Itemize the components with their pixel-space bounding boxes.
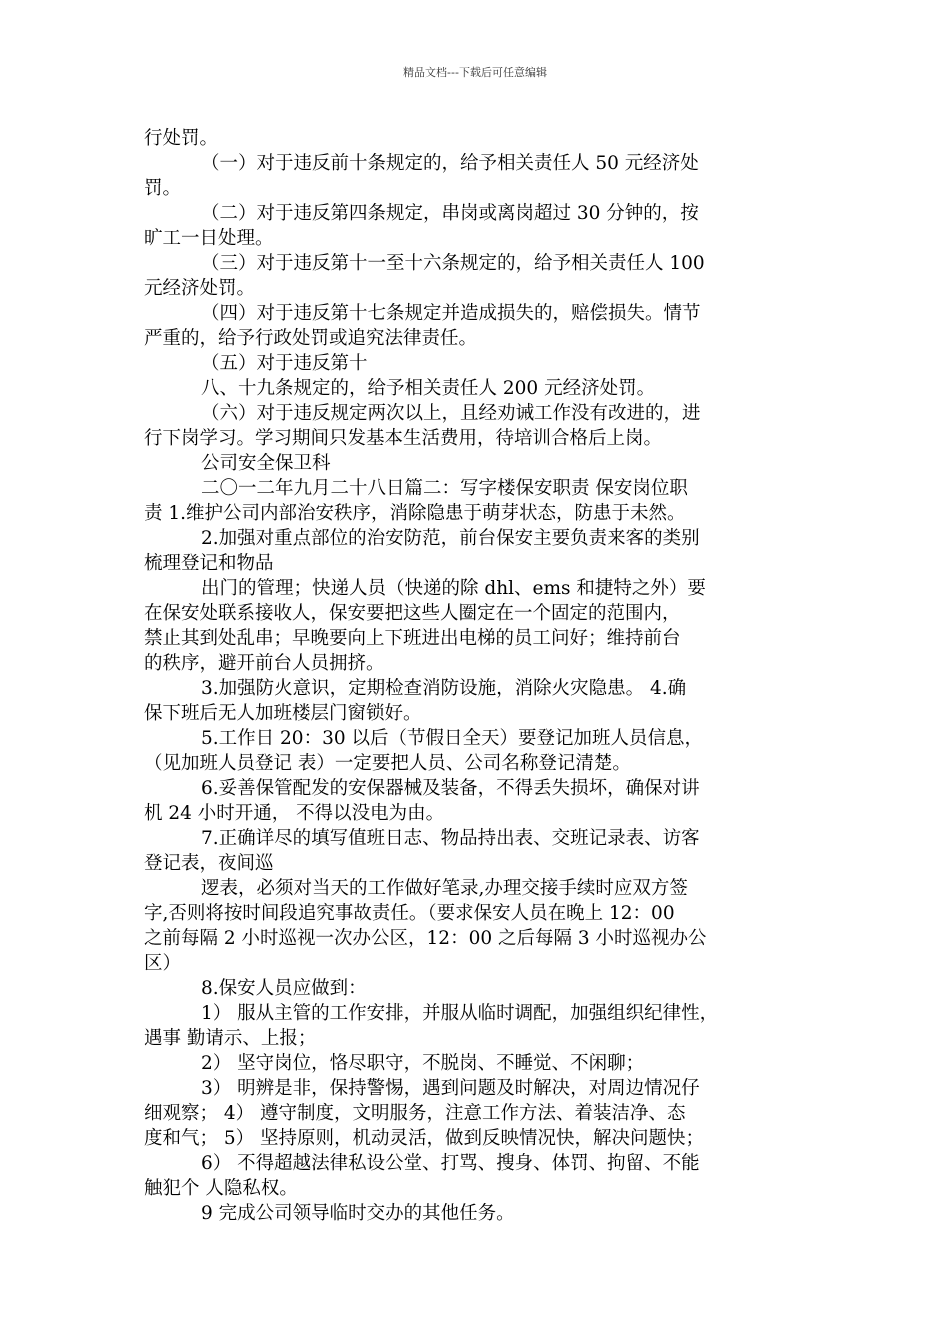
text-line: 严重的，给予行政处罚或追究法律责任。	[144, 328, 478, 349]
text-line: 6） 不得超越法律私设公堂、打骂、搜身、体罚、拘留、不能	[201, 1153, 700, 1174]
text-line: 区）	[144, 953, 182, 974]
text-line: 9 完成公司领导临时交办的其他任务。	[201, 1203, 515, 1224]
text-line: （六）对于违反规定两次以上，且经劝诫工作没有改进的，进	[201, 403, 701, 424]
text-line: 2） 坚守岗位，恪尽职守，不脱岗、不睡觉、不闲聊；	[201, 1053, 645, 1074]
text-line: 出门的管理；快递人员（快递的除 dhl、ems 和捷特之外）要	[201, 578, 706, 599]
text-line: 罚。	[144, 178, 182, 199]
document-body	[144, 126, 814, 1226]
text-line: 禁止其到处乱串；早晚要向上下班进出电梯的员工问好；维持前台	[144, 628, 681, 649]
text-line: （见加班人员登记 表）一定要把人员、公司名称登记清楚。	[144, 753, 631, 774]
text-line: 触犯个 人隐私权。	[144, 1178, 298, 1199]
text-line: 遇事 勤请示、上报；	[144, 1028, 317, 1049]
text-line: （三）对于违反第十一至十六条规定的，给予相关责任人 100	[201, 253, 705, 274]
text-line: 2.加强对重点部位的治安防范，前台保安主要负责来客的类别	[201, 528, 700, 549]
text-line: 八、十九条规定的，给予相关责任人 200 元经济处罚。	[201, 378, 656, 399]
text-line: 保下班后无人加班楼层门窗锁好。	[144, 703, 422, 724]
text-line: 在保安处联系接收人，保安要把这些人圈定在一个固定的范围内，	[144, 603, 681, 624]
text-line: 责 1.维护公司内部治安秩序，消除隐患于萌芽状态，防患于未然。	[144, 503, 686, 524]
text-line: 3） 明辨是非，保持警惕，遇到问题及时解决，对周边情况仔	[201, 1078, 700, 1099]
text-line: 登记表，夜间巡	[144, 853, 274, 874]
text-line: 逻表，必须对当天的工作做好笔录,办理交接手续时应双方签	[201, 878, 688, 899]
text-line: 行下岗学习。学习期间只发基本生活费用，待培训合格后上岗。	[144, 428, 663, 449]
text-line: 细观察； 4） 遵守制度，文明服务，注意工作方法、着装洁净、态	[144, 1103, 686, 1124]
signature-department: 公司安全保卫科	[201, 453, 331, 474]
text-line: 1） 服从主管的工作安排，并服从临时调配，加强组织纪律性，	[201, 1003, 719, 1024]
text-line: 行处罚。	[144, 128, 219, 149]
text-line: 3.加强防火意识，定期检查消防设施，消除火灾隐患。 4.确	[201, 678, 687, 699]
text-line: 度和气； 5） 坚持原则，机动灵活，做到反映情况快，解决问题快；	[144, 1128, 705, 1149]
text-line: 元经济处罚。	[144, 278, 256, 299]
text-line: 字,否则将按时间段追究事故责任。（要求保安人员在晚上 12：00	[144, 903, 675, 924]
text-line: 二〇一二年九月二十八日篇二：写字楼保安职责 保安岗位职	[201, 478, 688, 499]
text-line: 旷工一日处理。	[144, 228, 274, 249]
text-line: 之前每隔 2 小时巡视一次办公区，12：00 之后每隔 3 小时巡视办公	[144, 928, 707, 949]
text-line: 8.保安人员应做到：	[201, 978, 367, 999]
text-line: （二）对于违反第四条规定，串岗或离岗超过 30 分钟的，按	[201, 203, 699, 224]
text-line: 的秩序，避开前台人员拥挤。	[144, 653, 385, 674]
text-line: 7.正确详尽的填写值班日志、物品持出表、交班记录表、访客	[201, 828, 700, 849]
page-header: 精品文档---下载后可任意编辑	[403, 66, 547, 79]
text-line: （一）对于违反前十条规定的，给予相关责任人 50 元经济处	[201, 153, 699, 174]
text-line: 机 24 小时开通， 不得以没电为由。	[144, 803, 445, 824]
text-line: 梳理登记和物品	[144, 553, 274, 574]
text-line: （五）对于违反第十	[201, 353, 368, 374]
text-line: （四）对于违反第十七条规定并造成损失的，赔偿损失。情节	[201, 303, 701, 324]
text-line: 6.妥善保管配发的安保器械及装备，不得丢失损坏，确保对讲	[201, 778, 700, 799]
text-line: 5.工作日 20：30 以后（节假日全天）要登记加班人员信息，	[201, 728, 703, 749]
